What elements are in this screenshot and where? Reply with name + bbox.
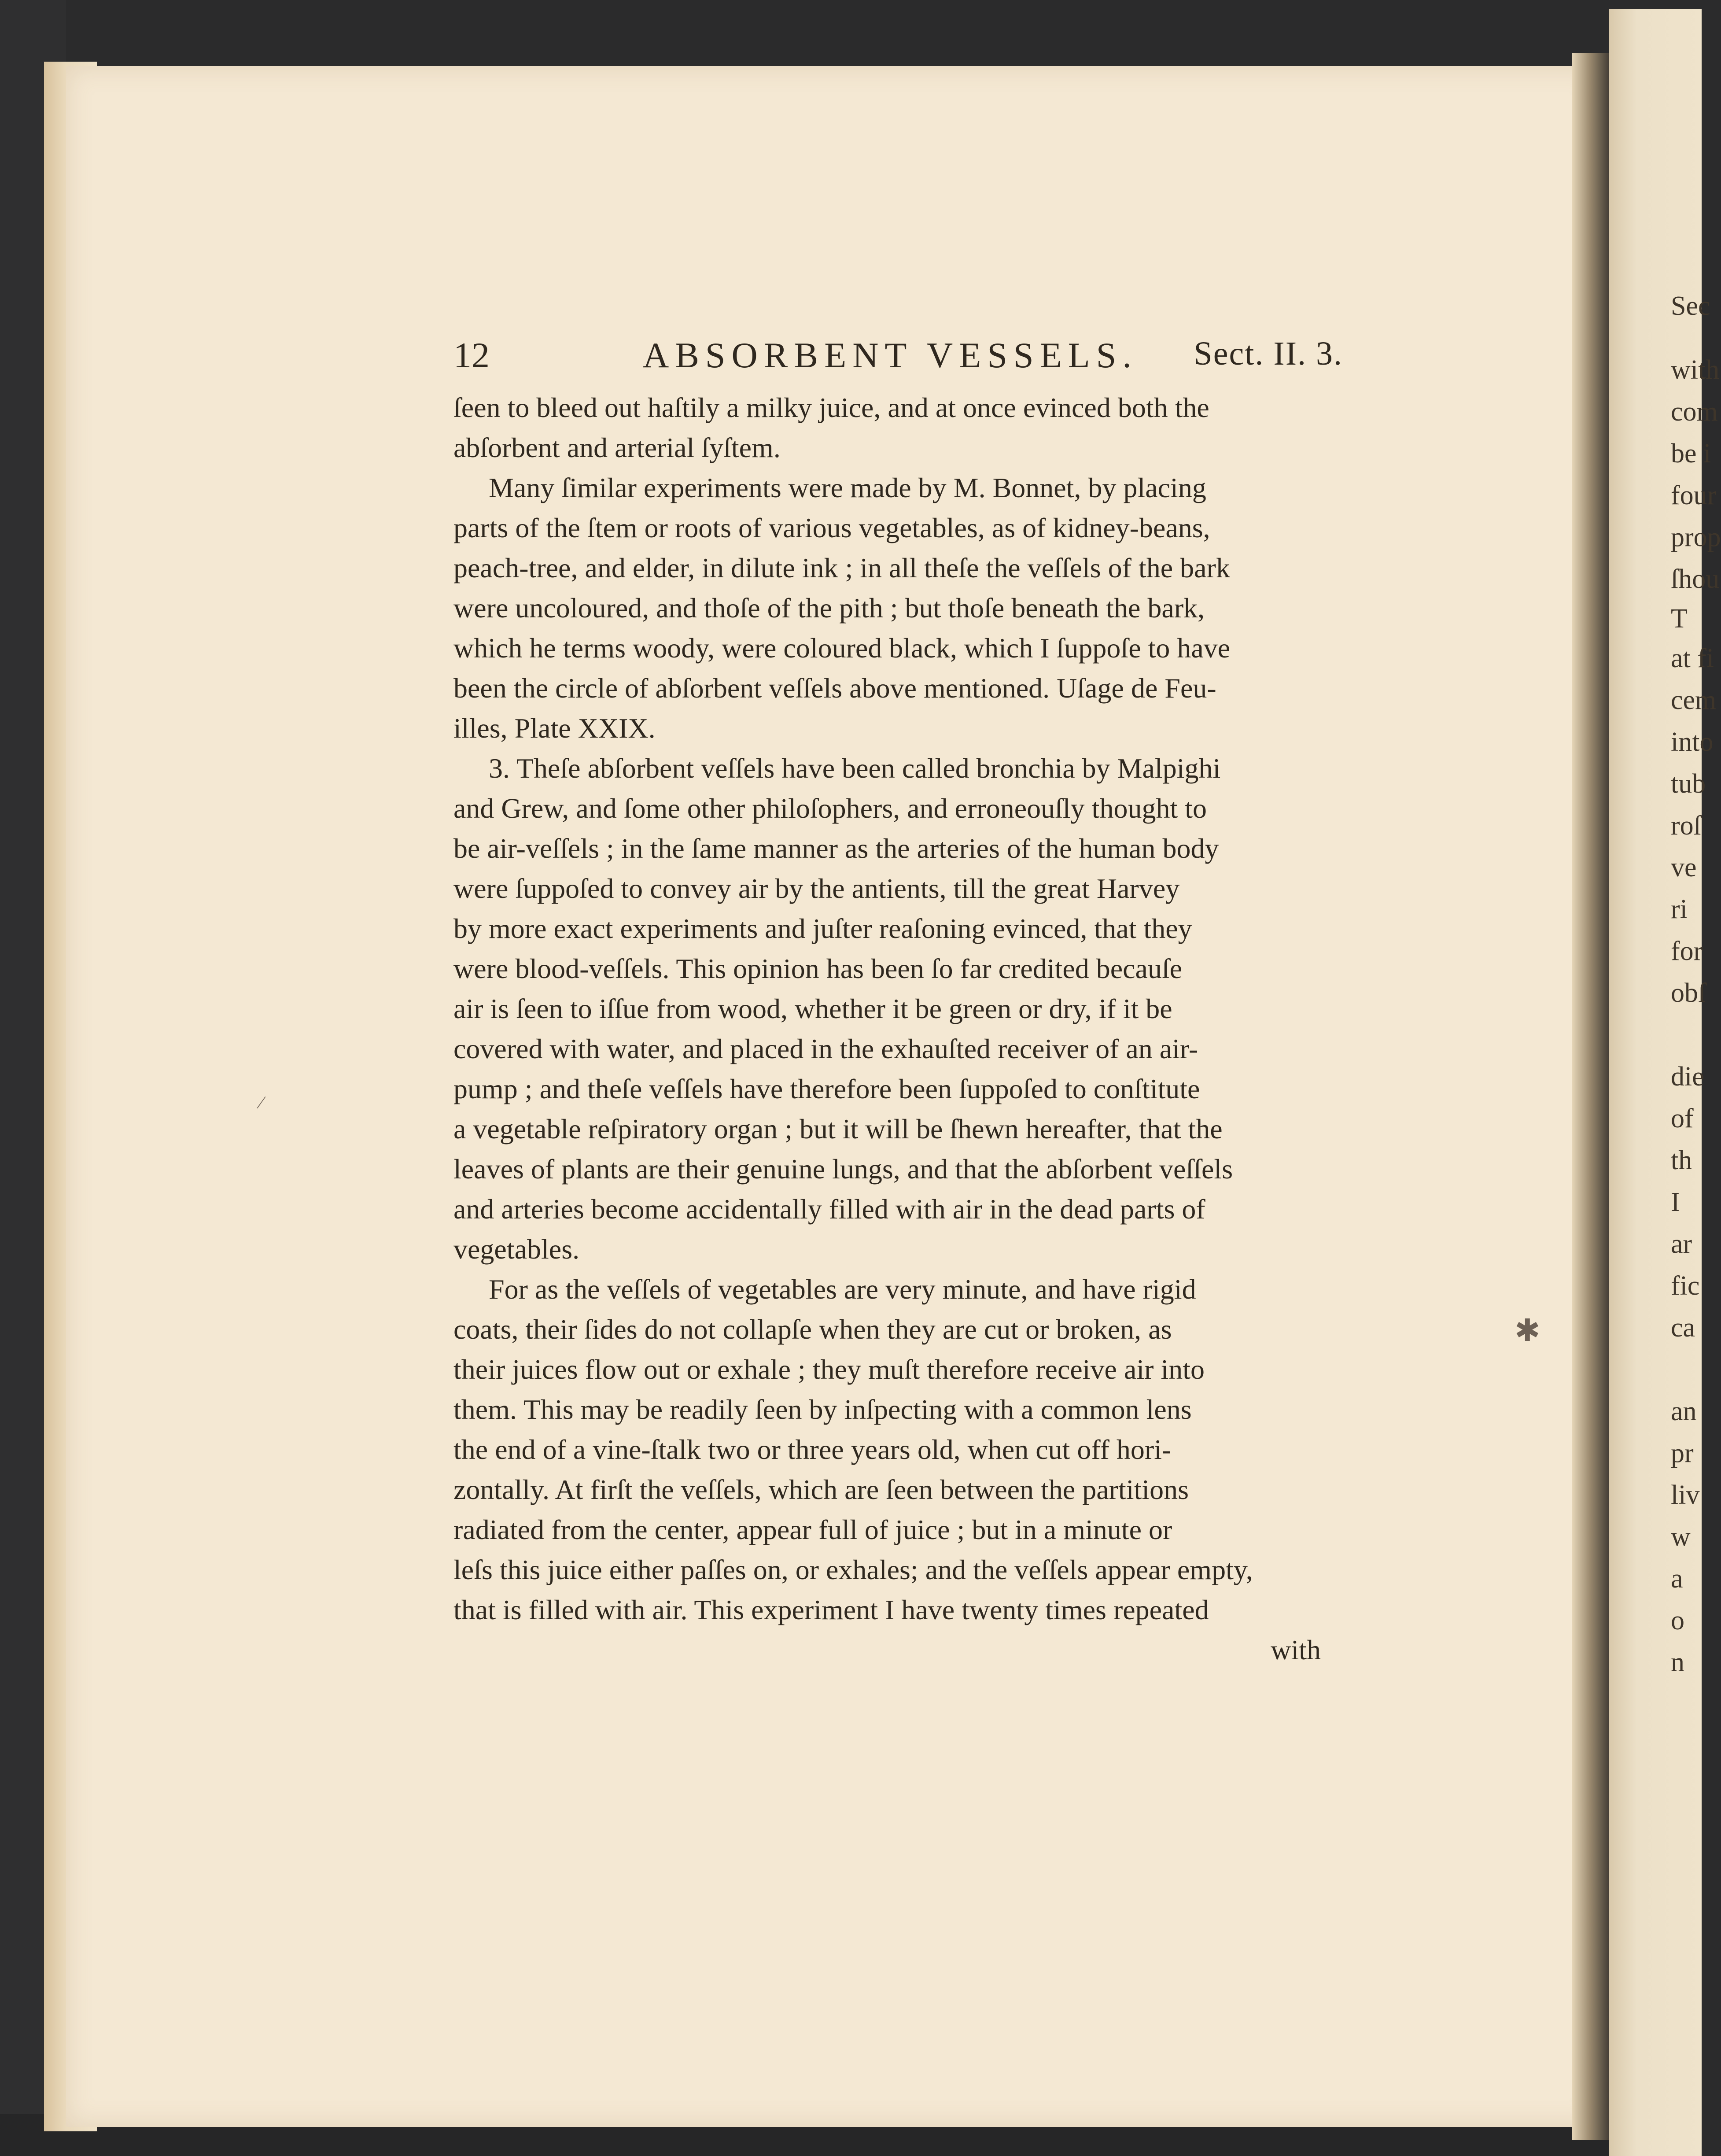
text-line: 3. Theſe abſorbent veſſels have been called bronchia by Malpighi [489, 753, 1221, 784]
facing-page-fragment: pr [1671, 1438, 1694, 1468]
facing-page-fragment: th [1671, 1145, 1692, 1175]
facing-page-fragment: of [1671, 1104, 1694, 1133]
running-head [453, 335, 1343, 383]
text-line: and Grew, and ſome other philoſophers, and erroneouſly thought to [453, 793, 1207, 824]
facing-page-fragment: for [1671, 936, 1703, 966]
text-line: by more exact experiments and juſter reaſoning evinced, that they [453, 913, 1192, 944]
ink-tick: ⁄ [260, 1093, 263, 1112]
text-line: abſorbent and arterial ſyſtem. [453, 432, 781, 463]
facing-page-fragment: tub [1671, 769, 1706, 799]
text-line: air is ſeen to iſſue from wood, whether it be green or dry, if it be [453, 993, 1172, 1024]
facing-page-fragment: com [1671, 397, 1718, 427]
text-line: covered with water, and placed in the exhauſted receiver of an air- [453, 1033, 1198, 1064]
facing-page-fragment: four [1671, 480, 1717, 510]
text-line: radiated from the center, appear full of juice ; but in a minute or [453, 1514, 1172, 1545]
facing-page-fragment: ri [1671, 894, 1688, 924]
text-line: For as the veſſels of vegetables are very minute, and have rigid [489, 1274, 1196, 1305]
text-line: coats, their ſides do not collapſe when they are cut or broken, as [453, 1314, 1172, 1345]
text-line: them. This may be readily ſeen by inſpecting with a common lens [453, 1394, 1192, 1425]
facing-page-fragment: cem [1671, 685, 1717, 715]
text-line: which he terms woody, were coloured black, which I ſuppoſe to have [453, 632, 1231, 664]
text-line: a vegetable reſpiratory organ ; but it will be ſhewn hereafter, that the [453, 1113, 1223, 1144]
facing-page-fragment: T [1671, 604, 1688, 634]
text-line: pump ; and theſe veſſels have therefore been ſuppoſed to conſtitute [453, 1073, 1200, 1104]
text-line: leſs this juice either paſſes on, or exhales; and the veſſels appear empty, [453, 1554, 1253, 1585]
facing-page-fragment: into [1671, 727, 1714, 757]
page-number: 12 [453, 335, 490, 375]
facing-page-fragment: ve [1671, 853, 1697, 882]
text-line: the end of a vine-ſtalk two or three years old, when cut off hori- [453, 1434, 1172, 1465]
text-line: vegetables. [453, 1233, 580, 1265]
facing-page-fragment: w [1671, 1522, 1691, 1552]
text-line: Many ſimilar experiments were made by M. Bonnet, by placing [489, 472, 1206, 503]
facing-page-fragment: ar [1671, 1229, 1692, 1259]
text-line: zontally. At firſt the veſſels, which are ſeen between the partitions [453, 1474, 1189, 1505]
facing-page-fragment: with [1671, 355, 1720, 385]
text-line: been the circle of abſorbent veſſels above mentioned. Uſage de Feu- [453, 672, 1216, 704]
running-title: ABSORBENT VESSELS. [643, 335, 1138, 375]
text-line: be air-veſſels ; in the ſame manner as the arteries of the human body [453, 833, 1219, 864]
facing-page-fragment: an [1671, 1396, 1697, 1426]
text-line: their juices flow out or exhale ; they muſt therefore receive air into [453, 1354, 1205, 1385]
text-line: that is filled with air. This experiment I have twenty times repeated [453, 1594, 1209, 1625]
text-line: illes, Plate XXIX. [453, 713, 656, 744]
facing-page-fragment: a [1671, 1564, 1683, 1594]
facing-page-fragment: prop [1671, 522, 1721, 552]
facing-page-fragment: die [1671, 1062, 1704, 1092]
facing-page-fragment: obſ [1671, 978, 1706, 1008]
catchword: with [1271, 1634, 1321, 1665]
facing-page-fragment: ſhou [1671, 564, 1720, 594]
section-reference: Sect. II. 3. [1194, 335, 1343, 372]
text-line: leaves of plants are their genuine lungs, and that the abſorbent veſſels [453, 1153, 1233, 1185]
book-gutter [1572, 53, 1611, 2140]
text-line: were ſuppoſed to convey air by the antients, till the great Harvey [453, 873, 1180, 904]
foxing-spot: ✱ [1515, 1314, 1540, 1348]
facing-page-fragment: fic [1671, 1271, 1700, 1301]
facing-page-fragment: o [1671, 1606, 1684, 1635]
facing-page-fragment: I [1671, 1187, 1680, 1217]
text-line: ſeen to bleed out haſtily a milky juice, and at once evinced both the [453, 392, 1209, 423]
text-line: and arteries become accidentally filled with air in the dead parts of [453, 1193, 1205, 1225]
text-line: were blood-veſſels. This opinion has been ſo far credited becauſe [453, 953, 1183, 984]
text-line: parts of the ſtem or roots of various vegetables, as of kidney-beans, [453, 512, 1210, 543]
text-line: peach-tree, and elder, in dilute ink ; in all theſe the veſſels of the bark [453, 552, 1230, 583]
facing-page-fragment: ca [1671, 1313, 1695, 1343]
body-text [453, 388, 1334, 1670]
facing-page-fragment: be i [1671, 439, 1711, 469]
facing-page-fragment: n [1671, 1647, 1684, 1677]
facing-page-fragment: liv [1671, 1480, 1700, 1510]
text-line: were uncoloured, and thoſe of the pith ; but thoſe beneath the bark, [453, 592, 1205, 624]
facing-page-fragment: at fi [1671, 643, 1714, 673]
facing-page-fragment: roſ [1671, 811, 1701, 841]
facing-page-fragment: Sec [1671, 291, 1710, 321]
